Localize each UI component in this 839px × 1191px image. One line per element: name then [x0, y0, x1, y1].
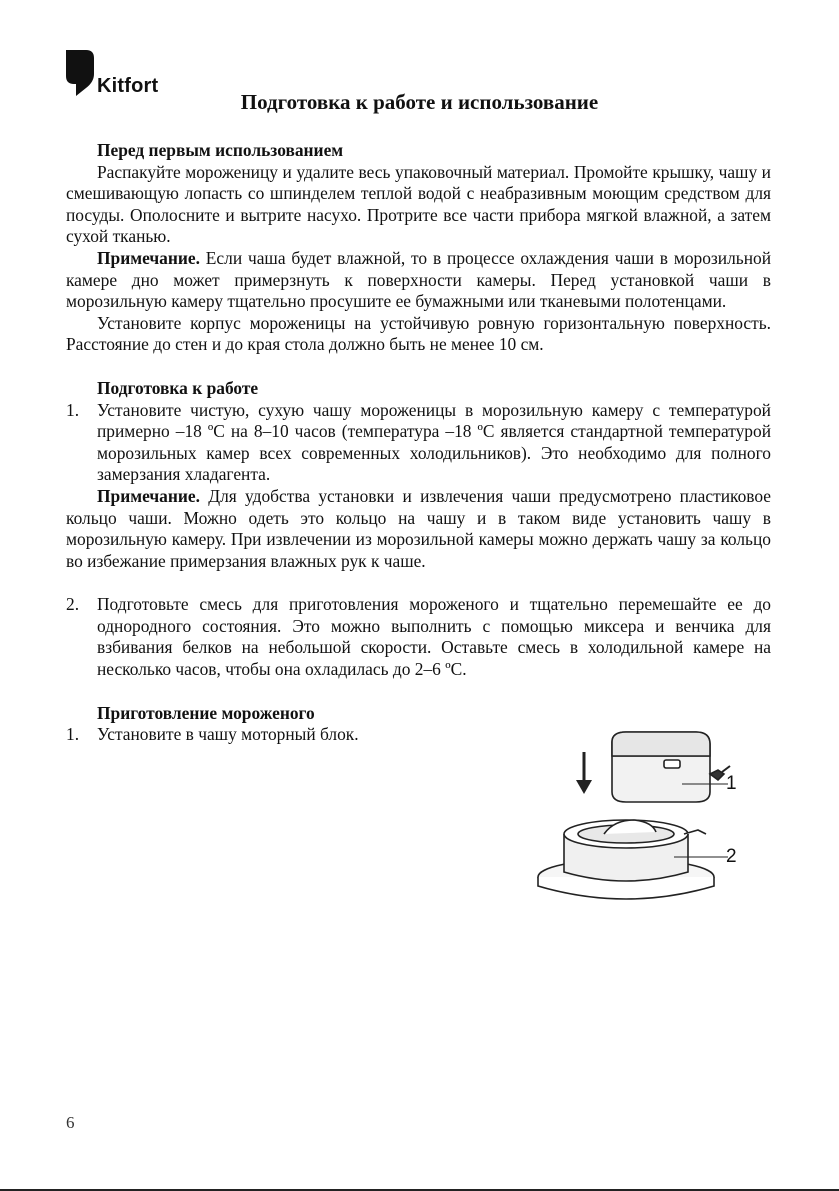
making-step-1 [66, 724, 427, 746]
step-text: Установите в чашу моторный блок. [97, 724, 359, 745]
note-label: Примечание. [97, 485, 200, 506]
motor-unit-into-bowl-diagram [534, 722, 774, 912]
note-text: Для удобства установки и извлечения чаши предусмотрено пластиковое кольцо чаши. Можно одеть это кольцо на чашу и в таком виде установить чашу в морозильную камеру. При извлечении из морозильной камеры можно держать чашу за кольцо во избежание примерзания влажных рук к чаше. [66, 485, 771, 571]
callout-label-1: 1 [726, 773, 737, 794]
document-body [66, 140, 771, 746]
preparation-step-2 [66, 594, 771, 680]
motor-unit-shape [612, 732, 730, 802]
step-number: 1. [66, 724, 80, 745]
preparation-step-1 [66, 400, 771, 486]
assembly-illustration [534, 722, 774, 912]
bowl-shape [538, 820, 714, 899]
note-label: Примечание. [97, 247, 200, 268]
brand-name: Kitfort [97, 75, 159, 97]
making-heading: Приготовление мороженого [97, 702, 315, 723]
page-title: Подготовка к работе и использование [240, 90, 599, 114]
first-use-heading: Перед первым использованием [97, 140, 344, 160]
step-number: 2. [66, 594, 80, 615]
note-text: Если чаша будет влажной, то в процессе охлаждения чаши в морозильной камере дно может примерзнуть к поверхности камеры. Перед установкой чаши в морозильную камеру тщательно просушите ее бумажными или тканевыми полотенцами. [66, 247, 771, 312]
preparation-heading: Подготовка к работе [97, 377, 259, 398]
down-arrow-icon [576, 752, 592, 794]
step-number: 1. [66, 399, 80, 420]
callout-label-2: 2 [726, 846, 737, 867]
first-use-placement-paragraph: Установите корпус мороженицы на устойчивую ровную горизонтальную поверхность. Расстояние до стен и до края стола должно быть не менее 10 см. [66, 312, 771, 355]
page-number: 6 [66, 1113, 75, 1132]
step-text: Установите чистую, сухую чашу мороженицы в морозильную камеру с температурой примерно –18 ºС на 8–10 часов (температура –18 ºС является стандартной температурой морозильных камер всех современных холодильников). Это необходимо для полного замерзания хладагента. [97, 399, 771, 485]
preparation-note [66, 486, 771, 572]
first-use-paragraph: Распакуйте мороженицу и удалите весь упаковочный материал. Промойте крышку, чашу и смешивающую лопасть со шпинделем теплой водой с неабразивным моющим средством для посуды. Ополосните и вытрите насухо. Протрите все части прибора мягкой влажной, а затем сухой тканью. [66, 161, 771, 247]
step-text: Подготовьте смесь для приготовления мороженого и тщательно перемешайте ее до однородного состояния. Это можно выполнить с помощью миксера и венчика для взбивания белков на небольшой скорости. Оставьте смесь в холодильной камере на несколько часов, чтобы она охладилась до 2–6 ºС. [97, 594, 771, 680]
first-use-note [66, 248, 771, 313]
